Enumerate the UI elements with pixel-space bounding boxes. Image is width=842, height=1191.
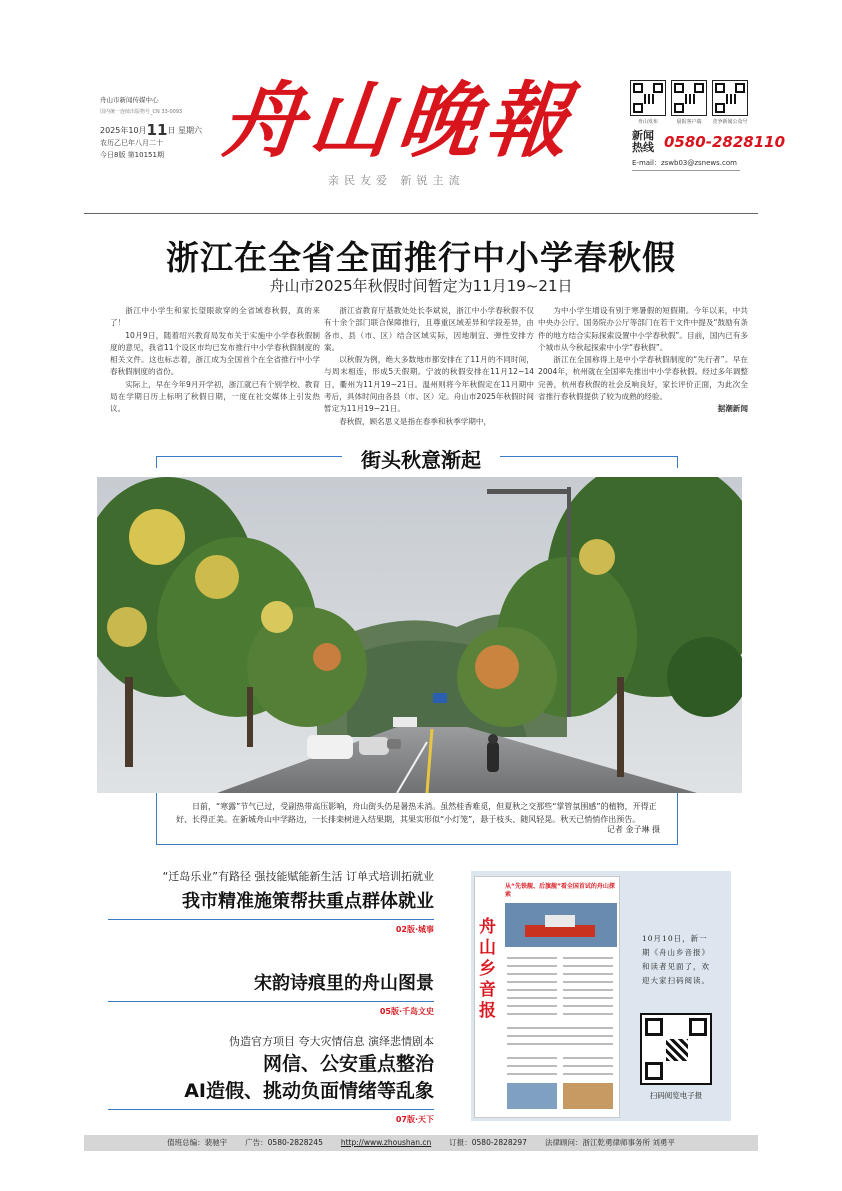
- teaser-rule: [108, 1001, 434, 1002]
- footer-website-link[interactable]: http://www.zhoushan.cn: [340, 1138, 432, 1147]
- teaser-song-poetry[interactable]: [108, 966, 434, 1017]
- qr-code-icon[interactable]: [712, 80, 748, 116]
- paragraph: 为中小学生增设有别于寒暑假的短假期。今年以来，中共中央办公厅、国务院办公厅等部门在若干文件中提及“鼓励有条件的地方结合实际探索设置中小学春秋假”。目前，国内已有多个城市从今秋起探索中小学“春秋假”。: [538, 306, 748, 352]
- supplement-vertical-title: 舟山乡音报: [479, 917, 496, 1021]
- footer-editor: 值班总编：裴驰宇: [167, 1138, 228, 1147]
- footer-ads: 广告：0580-2828245: [245, 1138, 323, 1147]
- paragraph: 春秋假，顾名思义是指在春季和秋季学期中，: [339, 416, 492, 426]
- footer-legal: 法律顾问：浙江乾勇律师事务所 刘勇平: [544, 1138, 675, 1147]
- qr-label: 竞争新闻公众号: [712, 119, 748, 125]
- teaser-section[interactable]: 07版·天下: [395, 1115, 434, 1124]
- qr-label: 晨报客户端: [676, 119, 702, 125]
- teaser-kicker: 伪造官方项目 夸大灾情信息 演绎悲情剧本: [229, 1035, 434, 1048]
- teaser-ai-fraud[interactable]: [108, 1033, 434, 1125]
- lead-headline[interactable]: 浙江在全省全面推行中小学春秋假: [166, 238, 676, 277]
- logo-title: 舟山晚報: [216, 73, 580, 169]
- supplement-thumbnail[interactable]: [474, 876, 620, 1118]
- issue-pages: 今日8版 第10151期: [100, 151, 164, 159]
- paragraph: 浙江在全国称得上是中小学春秋假制度的“先行者”。早在2004年，杭州就在全国率先推出中小学春秋假。经过多年调整完善，杭州春秋假的社会反响良好，家长评价正面，为此次全省推行春秋假提供了较为成熟的经验。: [538, 355, 748, 402]
- footer-bar: [84, 1135, 758, 1151]
- supplement-note: 10月10日，新一期《舟山乡音报》和读者见面了，欢迎大家扫码阅读。: [642, 934, 710, 985]
- qr-label: 扫码阅览电子报: [649, 1091, 703, 1100]
- lead-subhead: 舟山市2025年秋假时间暂定为11月19~21日: [269, 277, 573, 295]
- article-source: 据潮新闻: [717, 404, 748, 414]
- lunar-date: 农历乙巳年八月二十: [100, 139, 163, 147]
- qr-code-icon[interactable]: [640, 1013, 712, 1085]
- lead-column-1: [110, 305, 320, 416]
- teaser-headline[interactable]: 我市精准施策帮扶重点群体就业: [182, 891, 434, 912]
- masthead-divider: [84, 213, 758, 214]
- teaser-rule: [108, 919, 434, 920]
- paragraph: 实际上，早在今年9月开学初，浙江就已有个别学校、教育局在学期日历上标明了秋假日期，一度在社交媒体上引发热议。: [110, 379, 320, 414]
- email-address[interactable]: zswb03@zsnews.com: [660, 159, 737, 167]
- qr-code-icon[interactable]: [630, 80, 666, 116]
- publisher-name: 舟山市新闻传媒中心: [100, 96, 159, 104]
- lead-column-2: [324, 305, 534, 428]
- paragraph: 浙江省教育厅基教处处长李斌说，浙江中小学春秋假不仅有十余个部门联合保障推行，且尊重区域差异和学段差异，由各市、县（市、区）结合区域实际，因地制宜、弹性安排方案。: [324, 306, 534, 352]
- teaser-headline[interactable]: 宋韵诗痕里的舟山图景: [254, 973, 434, 994]
- teaser-headline-2[interactable]: AI造假、挑动负面情绪等乱象: [184, 1080, 434, 1102]
- email-label: E-mail：: [632, 159, 661, 167]
- street-autumn-photo[interactable]: [97, 477, 742, 793]
- teaser-section[interactable]: 02版·城事: [395, 925, 434, 934]
- teaser-rule: [108, 1109, 434, 1110]
- qr-item[interactable]: [671, 80, 707, 125]
- lead-column-3: [538, 305, 748, 416]
- qr-code-row: [630, 80, 748, 125]
- email-line: [632, 158, 740, 171]
- newspaper-logo: [216, 66, 602, 176]
- photo-title: 街头秋意渐起: [342, 444, 500, 473]
- paragraph: 10月9日，随着绍兴教育局发布关于实施中小学春秋假制度的意见，我省11个设区市均已发布推行中小学春秋假制度的相关文件。这也标志着，浙江成为全国首个在全省推行中小学春秋假制度的省份。: [110, 330, 320, 377]
- qr-item[interactable]: [630, 80, 666, 125]
- news-hotline: [632, 130, 785, 154]
- teaser-section[interactable]: 05版·千岛文史: [379, 1007, 434, 1016]
- issue-date: 2025年10月11日 星期六: [100, 121, 202, 139]
- qr-item[interactable]: [712, 80, 748, 125]
- cn-code: 国内统一连续出版物号_CN 33-0093: [100, 109, 183, 115]
- teaser-employment[interactable]: [108, 868, 434, 935]
- footer-subscribe: 订报：0580-2828297: [449, 1138, 527, 1147]
- qr-code-icon[interactable]: [671, 80, 707, 116]
- teaser-headline[interactable]: 网信、公安重点整治: [262, 1053, 434, 1075]
- teaser-kicker: “迁岛乐业”有路径 强技能赋能新生活 订单式培训拓就业: [162, 870, 434, 883]
- qr-label: 舟山发布: [637, 119, 658, 125]
- thumb-photo: [505, 903, 617, 947]
- paragraph: 以秋假为例，绝大多数地市都安排在了11月的不同时间，与周末相连，形成5天假期。宁波的秋假安排在11月12~14日，衢州为11月19~21日。温州则将今年秋假定在11月期中考后，具体时间由各县（市、区）定。舟山市2025年秋假时间暂定为11月19~21日。: [324, 355, 534, 414]
- hotline-label: 新闻热线: [632, 129, 654, 154]
- thumb-headline: 从“先铁舰、后旗舰”看全国首试的舟山探索: [505, 883, 615, 898]
- hotline-number[interactable]: 0580-2828110: [664, 133, 786, 151]
- slogan: 亲民友爱 新锐主流: [328, 174, 465, 187]
- paragraph: 浙江中小学生和家长望眼欲穿的全省域春秋假，真的来了！: [110, 306, 320, 328]
- photo-caption: 日前，“寒露”节气已过，受副热带高压影响，舟山街头仍是暑热未消。虽然桂香难觅，但夏秋之交那些“掌管氛围感”的植物，开得正好、长得正美。在新城舟山中学路边，一长排栾树进入结果期，其果实形似“小灯笼”，悬于枝头、随风轻晃。秋天已悄悄作出预告。: [176, 802, 657, 824]
- photo-credit: 记者 金子琳 摄: [606, 825, 660, 834]
- masthead-info: [100, 94, 220, 161]
